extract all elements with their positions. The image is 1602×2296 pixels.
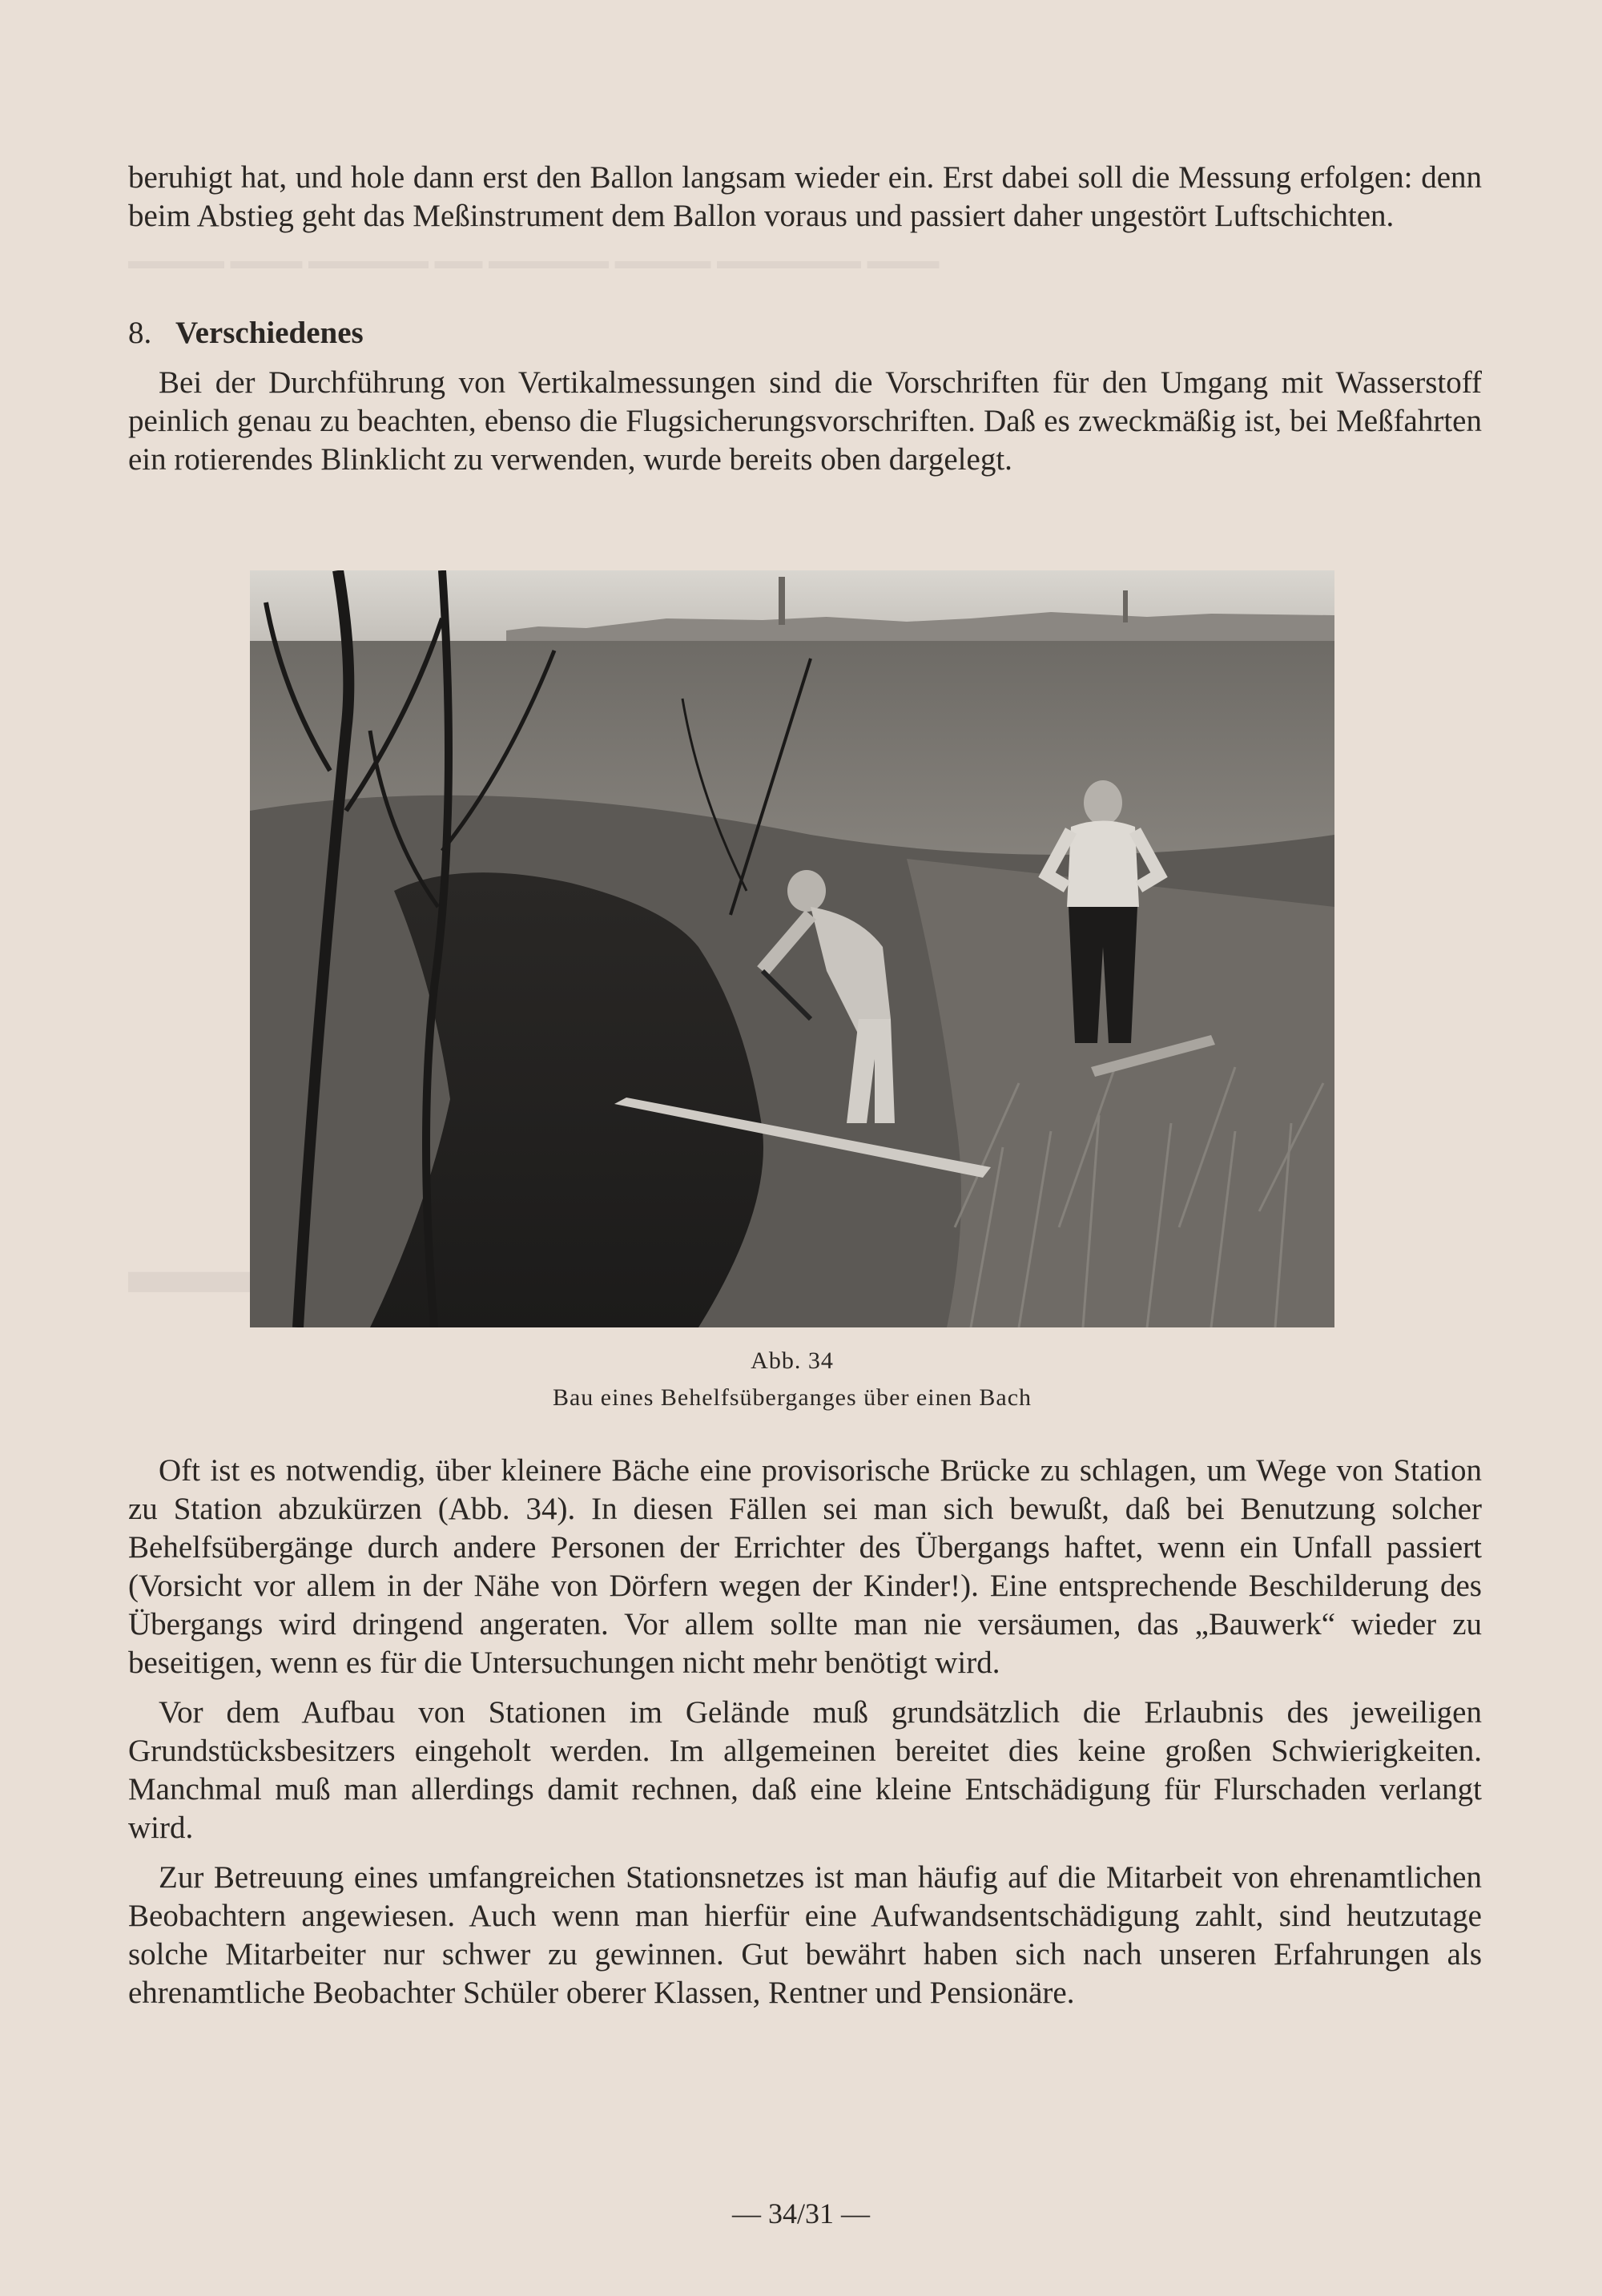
figure-caption-text: Bau eines Behelfsüberganges über einen Bach (552, 1384, 1032, 1411)
section-number: 8. (128, 316, 152, 350)
section-heading (128, 314, 1482, 352)
section-title: Verschiedenes (175, 316, 364, 350)
figure-caption (250, 1343, 1334, 1416)
page-number: — 34/31 — (731, 2197, 870, 2230)
photo-illustration (250, 570, 1334, 1327)
paragraph: Oft ist es notwendig, über kleinere Bäche eine provisorische Brücke zu schlagen, um Wege von Station zu Station abzukürzen (Abb. 34). In diesen Fällen sei man sich bewußt, daß bei Benutzung solcher Behelfsübergänge durch andere Personen der Errichter des Übergangs haftet, wenn ein Unfall passiert (Vorsicht vor allem in der Nähe von Dörfern wegen der Kinder!). Eine entsprechende Beschilderung des Übergangs wird dringend angeraten. Vor allem sollte man nie versäumen, das „Bauwerk“ wieder zu beseitigen, wenn es für die Untersuchungen nicht mehr benötigt wird. (128, 1453, 1482, 1680)
intro-paragraph: beruhigt hat, und hole dann erst den Ballon langsam wieder ein. Erst dabei soll die Messung erfolgen: denn beim Abstieg geht das Meßinstrument dem Ballon voraus und passiert daher ungestört Luftschichten. (128, 160, 1482, 233)
body-text-block (128, 1452, 1482, 2024)
show-through-text: ▬▬▬▬ ▬▬▬ ▬▬▬▬▬ ▬▬ ▬▬▬▬▬ ▬▬▬▬ ▬▬▬▬▬▬ ▬▬▬ (128, 248, 940, 274)
church-tower-small (1123, 590, 1128, 622)
paragraph: Zur Betreuung eines umfangreichen Stationsnetzes ist man häufig auf die Mitarbeit von ehrenamtlichen Beobachtern angewiesen. Auch wenn man hierfür eine Aufwandsentschädigung zahlt, sind heutzutage solche Mitarbeiter nur schwer zu gewinnen. Gut bewährt haben sich nach unseren Erfahrungen als ehrenamtliche Beobachter Schüler oberer Klassen, Rentner und Pensionäre. (128, 1860, 1482, 2010)
figure-label: Abb. 34 (751, 1347, 834, 1374)
paragraph: Vor dem Aufbau von Stationen im Gelände muß grundsätzlich die Erlaubnis des jeweiligen Grundstücksbesitzers eingeholt werden. Im allgemeinen bereitet dies keine großen Schwierigkeiten. Manchmal muß man allerdings damit rechnen, daß eine kleine Entschädigung für Flurschaden verlangt wird. (128, 1695, 1482, 1845)
section-verschiedenes (128, 314, 1482, 490)
figure-photo (250, 570, 1334, 1327)
section-paragraph: Bei der Durchführung von Vertikalmessungen sind die Vorschriften für den Umgang mit Wasserstoff peinlich genau zu beachten, ebenso die Flugsicherungsvorschriften. Daß es zweckmäßig ist, bei Meßfahrten ein rotierendes Blinklicht zu verwenden, wurde bereits oben dargelegt. (128, 365, 1482, 477)
intro-text-block (128, 159, 1482, 247)
church-tower (779, 577, 785, 625)
